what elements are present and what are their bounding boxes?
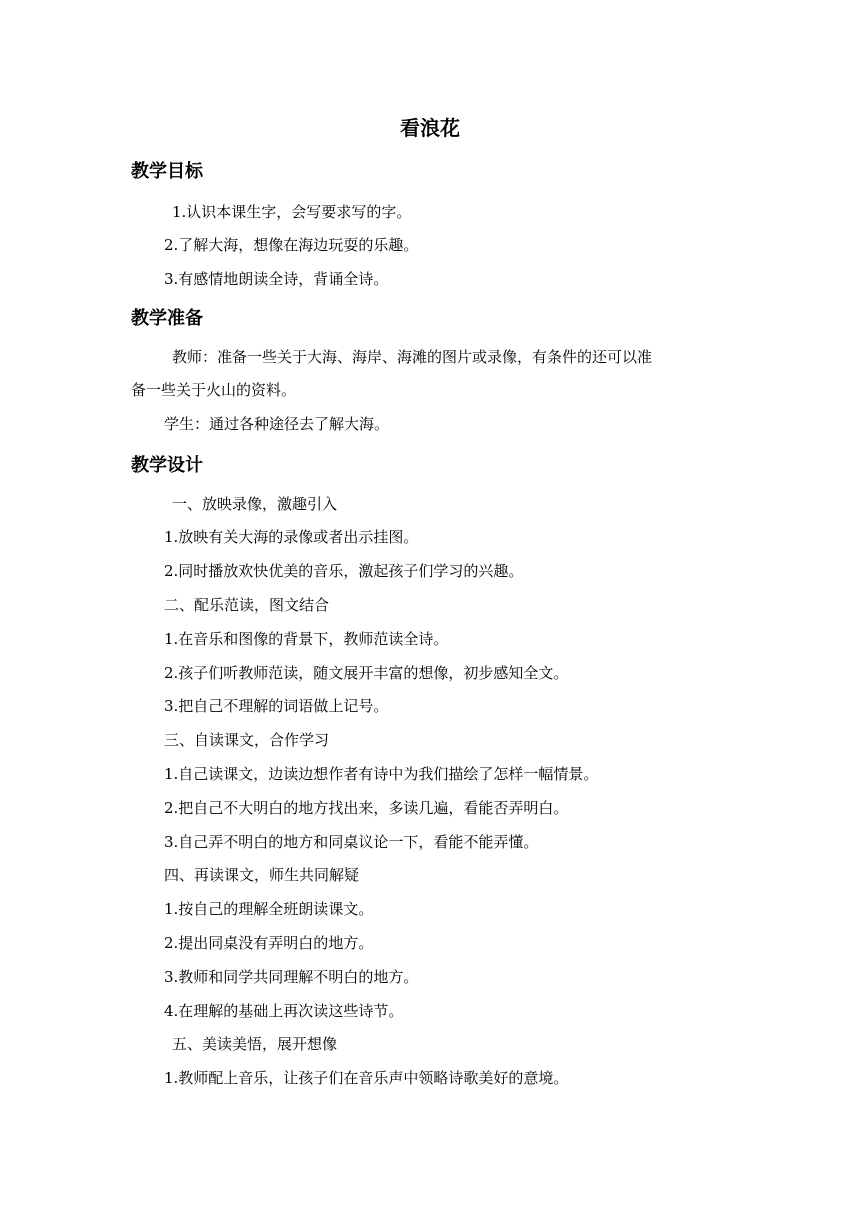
step-item: 1.放映有关大海的录像或者出示挂图。 bbox=[164, 528, 419, 546]
paragraph-line: 3.有感情地朗读全诗，背诵全诗。 bbox=[164, 270, 389, 288]
document-title: 看浪花 bbox=[400, 116, 460, 140]
step-item: 4.在理解的基础上再次读这些诗节。 bbox=[164, 1002, 404, 1020]
paragraph-line: 备一些关于火山的资料。 bbox=[131, 381, 297, 399]
step-item: 1.按自己的理解全班朗读课文。 bbox=[164, 900, 374, 918]
step-item: 1.在音乐和图像的背景下，教师范读全诗。 bbox=[164, 630, 449, 648]
step-heading: 五、美读美悟，展开想像 bbox=[172, 1035, 338, 1053]
step-item: 1.自己读课文，边读边想作者有诗中为我们描绘了怎样一幅情景。 bbox=[164, 765, 599, 783]
paragraph-line: 教师：准备一些关于大海、海岸、海滩的图片或录像，有条件的还可以准 bbox=[172, 348, 653, 366]
step-heading: 四、再读课文，师生共同解疑 bbox=[164, 866, 360, 884]
step-item: 3.自己弄不明白的地方和同桌议论一下，看能不能弄懂。 bbox=[164, 833, 539, 851]
step-heading: 二、配乐范读，图文结合 bbox=[164, 596, 330, 614]
step-item: 2.提出同桌没有弄明白的地方。 bbox=[164, 934, 374, 952]
step-item: 3.教师和同学共同理解不明白的地方。 bbox=[164, 968, 419, 986]
step-heading: 三、自读课文，合作学习 bbox=[164, 731, 330, 749]
paragraph-line: 2.了解大海，想像在海边玩耍的乐趣。 bbox=[164, 236, 419, 254]
section-heading-preparation: 教学准备 bbox=[131, 308, 203, 329]
step-heading: 一、放映录像，激趣引入 bbox=[172, 495, 338, 513]
step-item: 2.孩子们听教师范读，随文展开丰富的想像，初步感知全文。 bbox=[164, 664, 569, 682]
paragraph-line: 1.认识本课生字，会写要求写的字。 bbox=[172, 203, 412, 221]
step-item: 1.教师配上音乐，让孩子们在音乐声中领略诗歌美好的意境。 bbox=[164, 1069, 569, 1087]
paragraph-line: 学生：通过各种途径去了解大海。 bbox=[164, 415, 390, 433]
step-item: 2.同时播放欢快优美的音乐，激起孩子们学习的兴趣。 bbox=[164, 562, 524, 580]
section-heading-design: 教学设计 bbox=[131, 455, 203, 476]
step-item: 2.把自己不大明白的地方找出来，多读几遍，看能否弄明白。 bbox=[164, 799, 569, 817]
section-heading-objectives: 教学目标 bbox=[131, 161, 203, 182]
step-item: 3.把自己不理解的词语做上记号。 bbox=[164, 697, 389, 715]
